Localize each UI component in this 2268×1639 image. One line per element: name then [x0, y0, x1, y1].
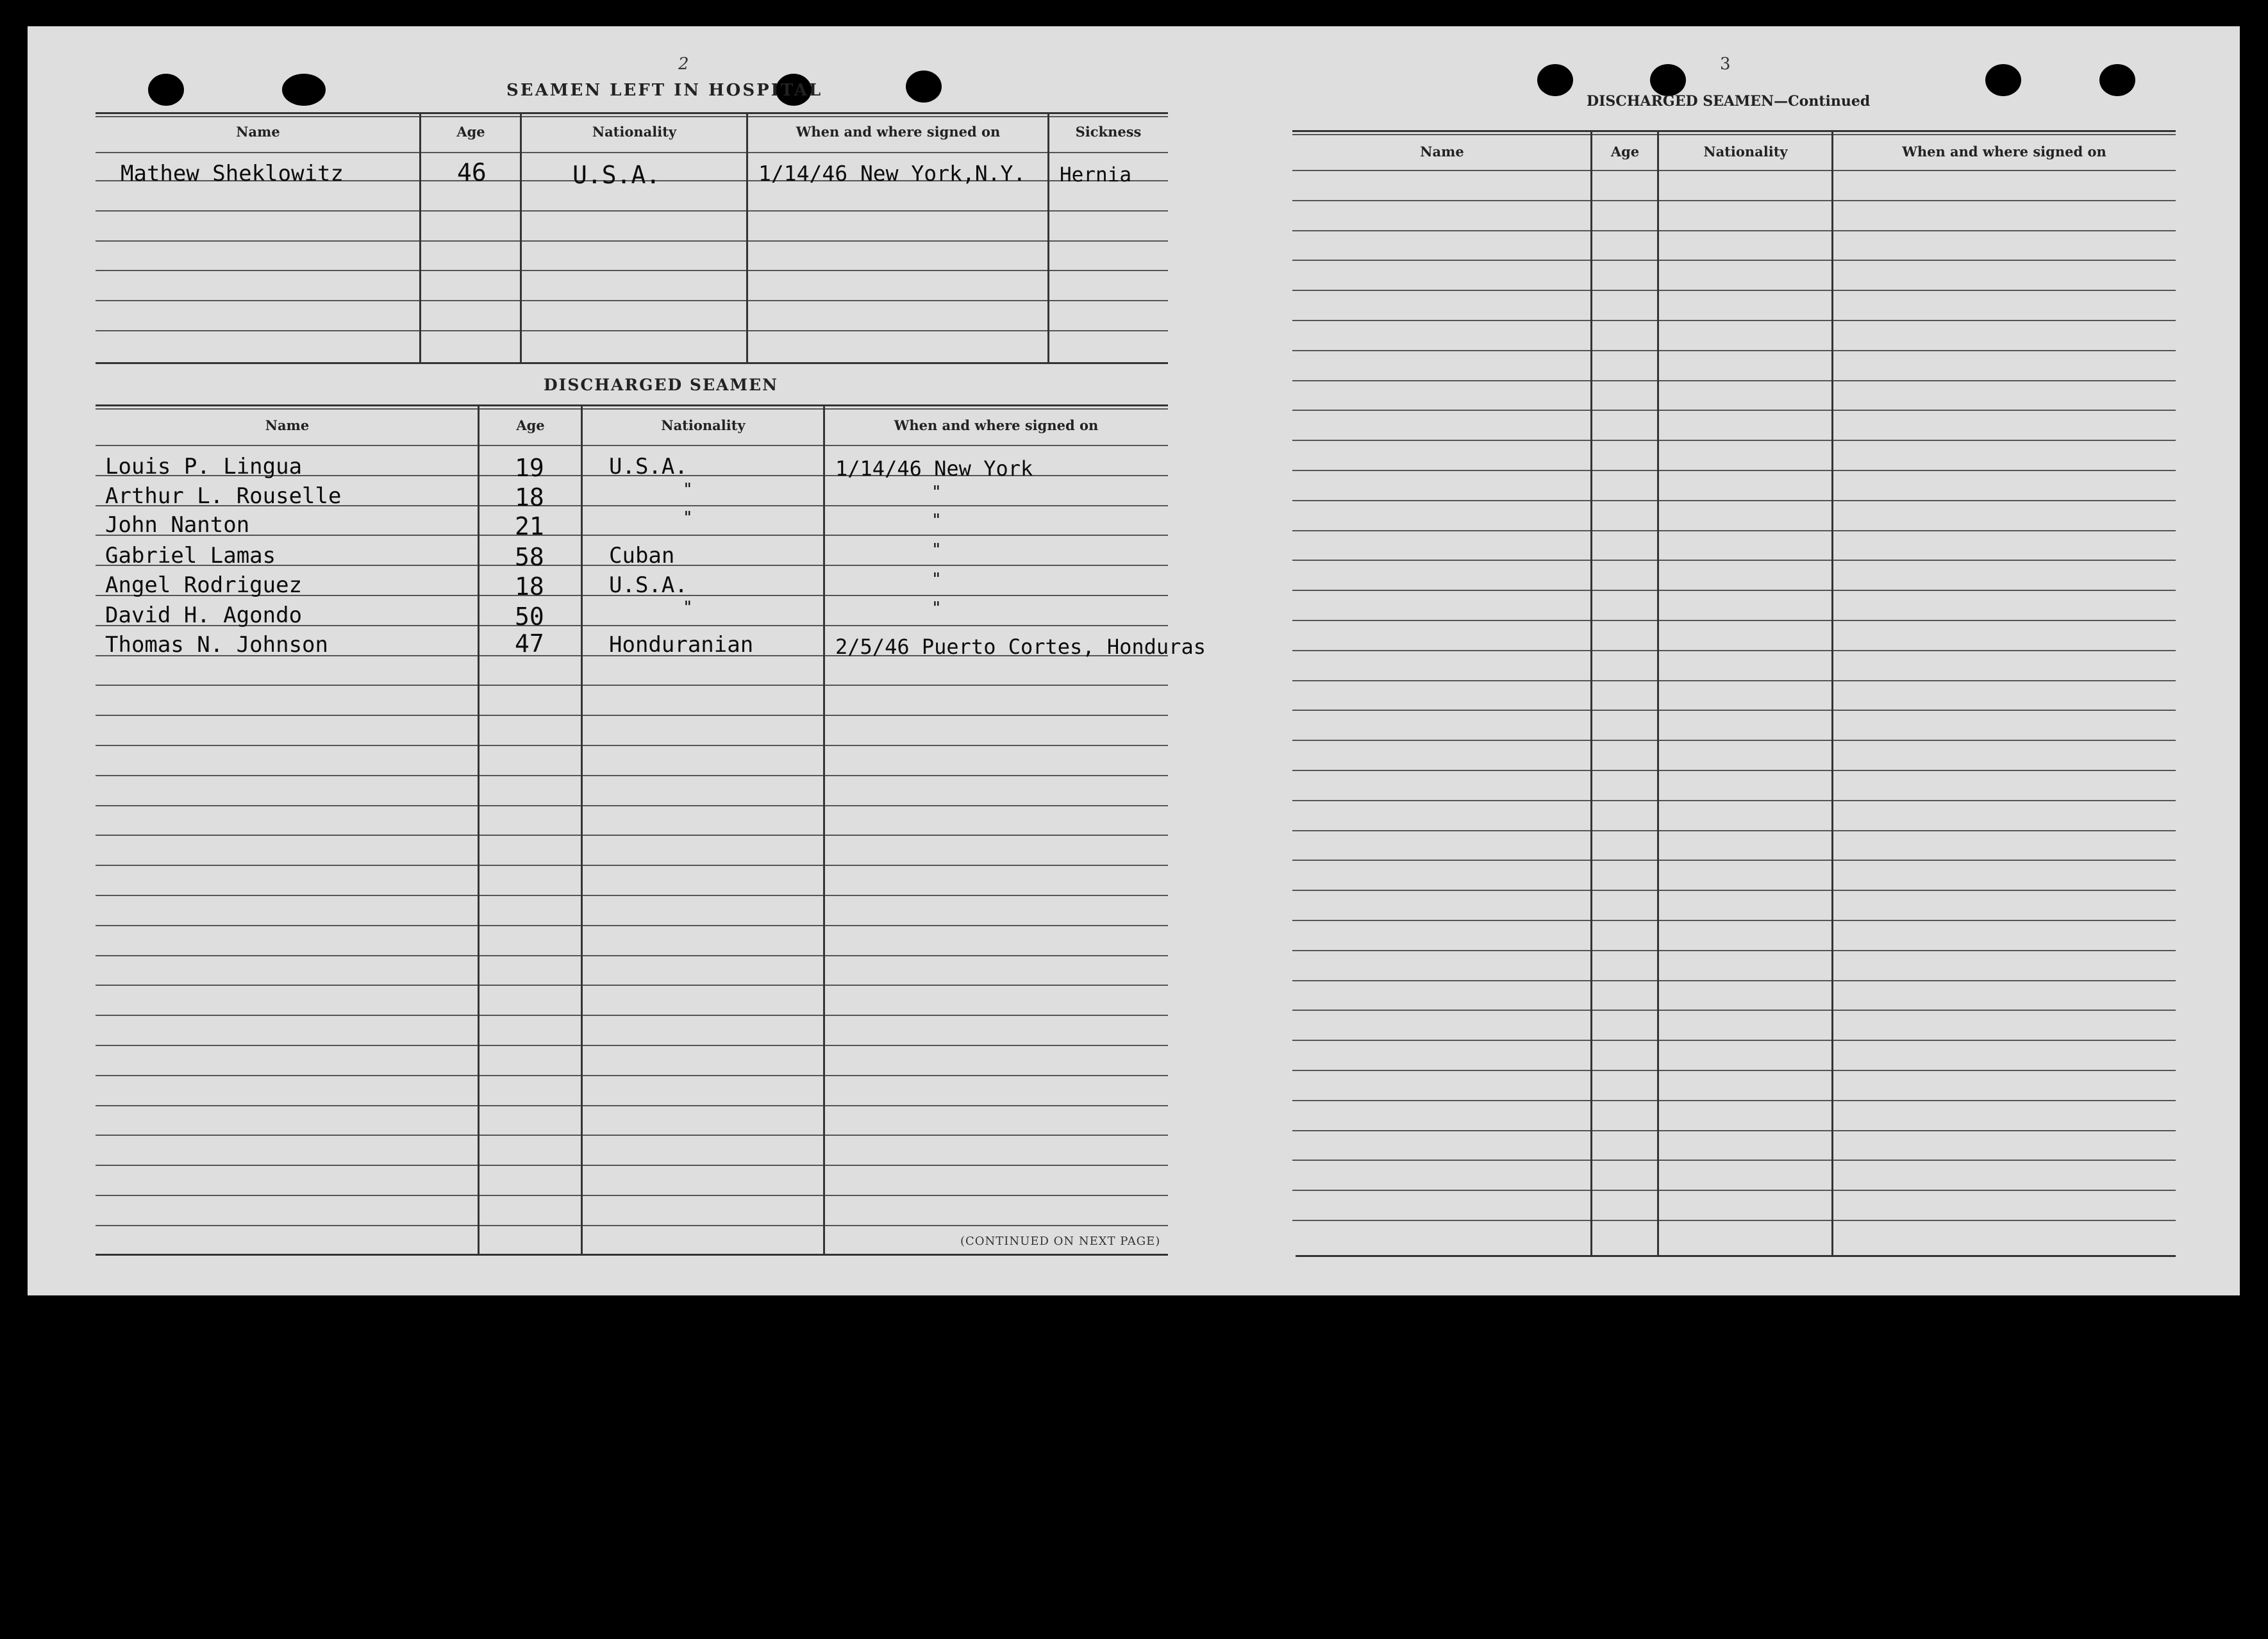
discharged-nationality: U.S.A. [609, 454, 688, 479]
discharged-name: David H. Agondo [105, 603, 303, 628]
ruled-line [96, 1135, 1168, 1136]
discharged-signed-on: " [931, 511, 942, 530]
ruled-line [1292, 1220, 2176, 1221]
ruled-line [96, 865, 1168, 866]
discharged-age: 21 [515, 512, 544, 540]
ruled-line [1292, 350, 2176, 351]
ruled-line [1292, 410, 2176, 411]
ruled-line [1292, 530, 2176, 531]
discharged-name: John Nanton [105, 512, 250, 538]
ruled-line [1292, 680, 2176, 681]
ruled-line [96, 445, 1168, 446]
hospital-col-name: Name [236, 124, 280, 140]
ruled-line [1292, 800, 2176, 801]
hospital-row-name: Mathew Sheklowitz [121, 161, 344, 187]
ruled-line [96, 535, 1168, 536]
ruled-line [1292, 1040, 2176, 1041]
ruled-line [1292, 620, 2176, 621]
ruled-line [1292, 1160, 2176, 1161]
ruled-line [1292, 440, 2176, 441]
ruled-line [96, 1045, 1168, 1046]
punch-hole [1985, 64, 2021, 96]
ruled-line [96, 715, 1168, 716]
ruled-line [1292, 740, 2176, 741]
hospital-col-nationality: Nationality [592, 124, 677, 140]
discharged-name: Angel Rodriguez [105, 572, 303, 598]
ruled-line [1292, 890, 2176, 891]
ruled-line [1292, 650, 2176, 651]
discharged-nationality: Honduranian [609, 632, 754, 658]
ruled-line [96, 985, 1168, 986]
ruled-line [1292, 860, 2176, 861]
ruled-line [1292, 770, 2176, 771]
discharged-name: Gabriel Lamas [105, 543, 276, 569]
ruled-line [1292, 980, 2176, 981]
hospital-section-title: SEAMEN LEFT IN HOSPITAL [506, 81, 823, 100]
discharged-nationality: " [683, 480, 693, 499]
discharged-name: Louis P. Lingua [105, 454, 303, 479]
ruled-line [1292, 710, 2176, 711]
discharged-signed-on: 2/5/46 Puerto Cortes, Honduras [835, 635, 1206, 659]
ruled-line [96, 835, 1168, 836]
hospital-row-sickness: Hernia [1060, 163, 1131, 187]
discharged-name: Arthur L. Rouselle [105, 483, 342, 509]
hospital-row-age: 46 [457, 158, 487, 187]
ruled-line [1292, 500, 2176, 501]
ruled-line [1292, 830, 2176, 831]
punch-hole [282, 74, 326, 106]
ruled-line [96, 1225, 1168, 1226]
discharged-age: 50 [515, 603, 544, 631]
discharged-signed-on: 1/14/46 New York [835, 456, 1033, 481]
discharged-col-signed-on: When and where signed on [894, 417, 1099, 433]
ruled-line [96, 805, 1168, 806]
discharged-nationality: U.S.A. [609, 572, 688, 598]
ruled-line [1292, 1010, 2176, 1011]
ruled-line [96, 1105, 1168, 1106]
discharged-signed-on: " [931, 570, 942, 589]
right-col-signed-on: When and where signed on [1902, 144, 2106, 160]
hospital-col-age: Age [456, 124, 485, 140]
hospital-col-signed-on: When and where signed on [796, 124, 1001, 140]
ruled-line [96, 1075, 1168, 1076]
ruled-line [1292, 170, 2176, 171]
punch-hole [2099, 64, 2135, 96]
ruled-line [96, 1165, 1168, 1166]
discharged-nationality: " [683, 598, 693, 617]
discharged-age: 18 [515, 572, 544, 601]
ruled-line [1292, 260, 2176, 261]
hospital-col-sickness: Sickness [1075, 124, 1142, 140]
discharged-signed-on: " [931, 540, 942, 560]
punch-hole [1537, 64, 1573, 96]
discharged-nationality: Cuban [609, 543, 675, 569]
ruled-line [1292, 1070, 2176, 1071]
right-col-name: Name [1420, 144, 1464, 160]
ruled-line [96, 895, 1168, 896]
ruled-line [1292, 200, 2176, 201]
discharged-section-title: DISCHARGED SEAMEN [544, 376, 778, 394]
hospital-row-signed-on: 1/14/46 New York,N.Y. [758, 161, 1026, 186]
ruled-line [96, 1195, 1168, 1196]
punch-hole [906, 71, 942, 103]
discharged-col-name: Name [265, 417, 310, 433]
punch-hole [1650, 64, 1686, 96]
discharged-age: 47 [515, 629, 544, 658]
ruled-line [1292, 380, 2176, 381]
ruled-line [96, 775, 1168, 776]
document-sheet [28, 26, 2240, 1295]
ruled-line [1292, 560, 2176, 561]
discharged-signed-on: " [931, 483, 942, 502]
ruled-line [1292, 1130, 2176, 1131]
ruled-line [1292, 1100, 2176, 1101]
ruled-line [1292, 950, 2176, 951]
ruled-line [1292, 590, 2176, 591]
discharged-age: 18 [515, 483, 544, 512]
discharged-signed-on: " [931, 599, 942, 618]
discharged-col-age: Age [516, 417, 545, 433]
ruled-line [96, 685, 1168, 686]
ruled-line [1292, 920, 2176, 921]
right-col-nationality: Nationality [1703, 144, 1788, 160]
discharged-name: Thomas N. Johnson [105, 632, 328, 658]
discharged-age: 58 [515, 543, 544, 571]
discharged-nationality: " [683, 508, 693, 528]
continued-footer: (CONTINUED ON NEXT PAGE) [960, 1235, 1161, 1248]
page-number-left: 2 [678, 54, 689, 74]
hospital-row-nationality: U.S.A. [572, 161, 661, 189]
ruled-line [96, 955, 1168, 956]
ruled-line [96, 745, 1168, 746]
discharged-col-nationality: Nationality [661, 417, 746, 433]
right-col-age: Age [1610, 144, 1640, 160]
punch-hole [148, 74, 184, 106]
ruled-line [1292, 230, 2176, 231]
page-number-right: 3 [1720, 54, 1731, 74]
ruled-line [1292, 290, 2176, 291]
ruled-line [1292, 320, 2176, 321]
ruled-line [96, 925, 1168, 926]
right-section-title: DISCHARGED SEAMEN—Continued [1587, 93, 1871, 110]
ruled-line [96, 1015, 1168, 1016]
ruled-line [1292, 1190, 2176, 1191]
ruled-line [1292, 470, 2176, 471]
discharged-age: 19 [515, 454, 544, 482]
